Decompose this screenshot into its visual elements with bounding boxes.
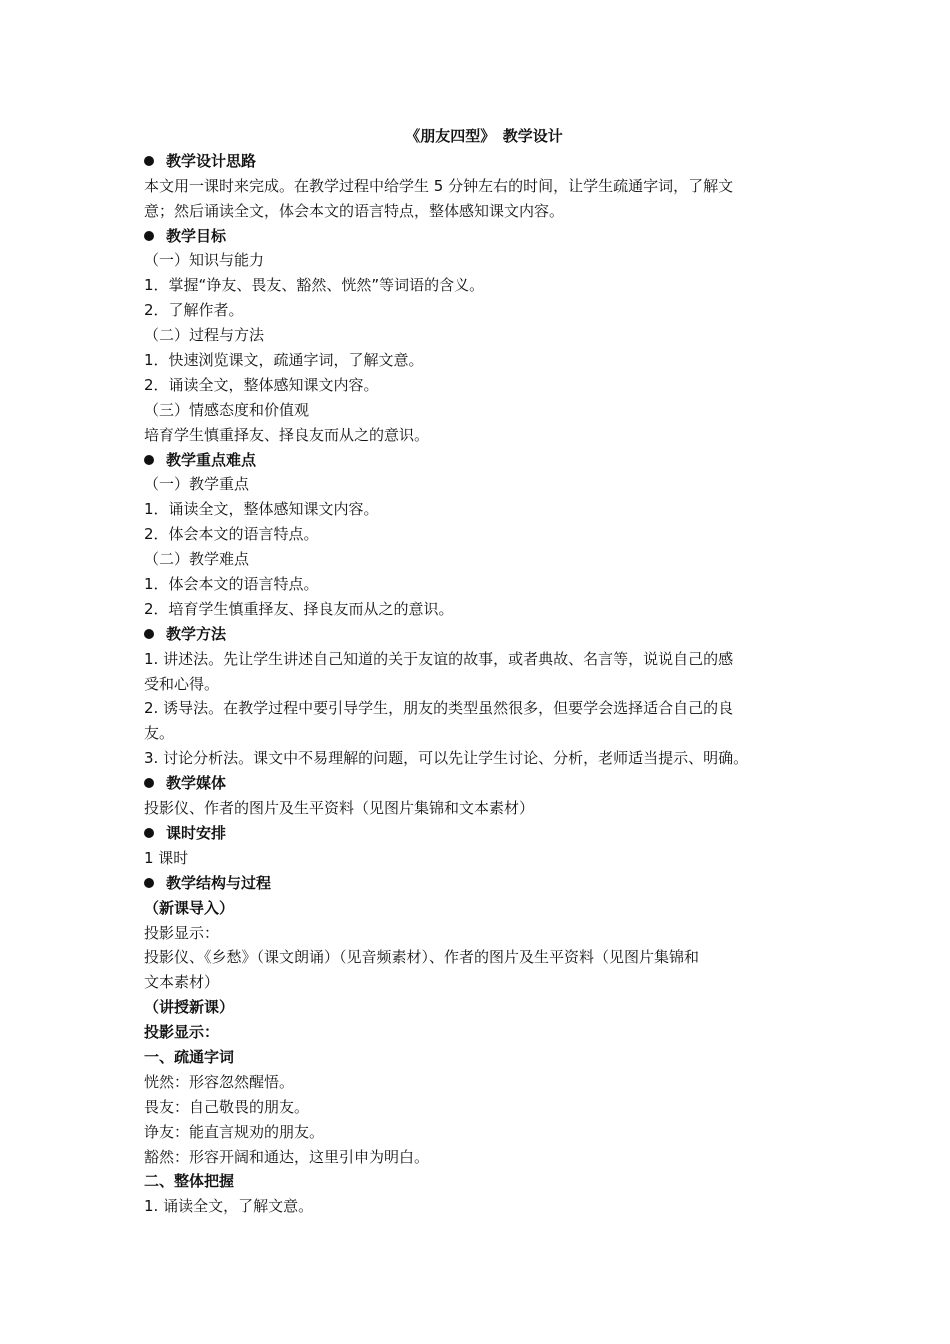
section-heading-text: 教学目标	[166, 226, 227, 245]
section-heading-text: 课时安排	[166, 823, 227, 842]
subheading-line: （讲授新课）	[144, 998, 235, 1017]
text-line: 2. 诱导法。在教学过程中要引导学生，朋友的类型虽然很多，但要学会选择适合自己的良	[144, 699, 734, 718]
section-heading-text: 教学结构与过程	[166, 873, 272, 892]
page-title: 《朋友四型》 教学设计	[405, 127, 563, 145]
bullet-icon	[144, 878, 154, 888]
text-line: 3. 讨论分析法。课文中不易理解的问题，可以先让学生讨论、分析，老师适当提示、明确。	[144, 749, 749, 768]
subheading-line: 一、疏通字词	[144, 1047, 235, 1066]
text-line: （二）过程与方法	[144, 326, 265, 345]
text-line: （一）教学重点	[144, 475, 250, 494]
section-heading	[144, 448, 824, 473]
subheading-line: 二、整体把握	[144, 1172, 235, 1191]
bullet-icon	[144, 828, 154, 838]
text-line: 1．诵读全文，整体感知课文内容。	[144, 500, 379, 519]
text-line: （三）情感态度和价值观	[144, 400, 310, 419]
text-line: 受和心得。	[144, 674, 220, 693]
text-line: 2．诵读全文，整体感知课文内容。	[144, 375, 379, 394]
text-line: 文本素材）	[144, 973, 220, 992]
text-line: 投影仪、作者的图片及生平资料（见图片集锦和文本素材）	[144, 799, 535, 818]
text-line: 诤友：能直言规劝的朋友。	[144, 1122, 325, 1141]
bullet-icon	[144, 778, 154, 788]
text-line: 豁然：形容开阔和通达，这里引申为明白。	[144, 1147, 430, 1166]
section-heading-text: 教学媒体	[166, 774, 227, 793]
text-line: 2．了解作者。	[144, 301, 244, 320]
subheading-line: （新课导入）	[144, 898, 235, 917]
text-line: 友。	[144, 724, 175, 743]
text-line: 畏友：自己敬畏的朋友。	[144, 1097, 310, 1116]
section-heading	[144, 622, 824, 647]
section-heading	[144, 821, 824, 846]
section-heading	[144, 149, 824, 174]
text-line: 1．体会本文的语言特点。	[144, 575, 319, 594]
section-heading-text: 教学方法	[166, 624, 227, 643]
section-heading-text: 教学重点难点	[166, 450, 257, 469]
section-heading	[144, 771, 824, 796]
section-heading-text: 教学设计思路	[166, 151, 257, 170]
text-line: 2．体会本文的语言特点。	[144, 525, 319, 544]
section-heading	[144, 224, 824, 249]
text-line: 2．培育学生慎重择友、择良友而从之的意识。	[144, 599, 454, 618]
document-page	[144, 124, 824, 1219]
section-heading	[144, 871, 824, 896]
text-line: 投影仪、《乡愁》（课文朗诵）（见音频素材）、作者的图片及生平资料（见图片集锦和	[144, 948, 700, 967]
text-line: 意；然后诵读全文，体会本文的语言特点，整体感知课文内容。	[144, 201, 565, 220]
subheading-line: 投影显示：	[144, 1023, 220, 1042]
bullet-icon	[144, 455, 154, 465]
bullet-icon	[144, 231, 154, 241]
text-line: 恍然：形容忽然醒悟。	[144, 1072, 295, 1091]
text-line: 1. 讲述法。先让学生讲述自己知道的关于友谊的故事，或者典故、名言等，说说自己的感	[144, 649, 734, 668]
text-line: 1．掌握“诤友、畏友、豁然、恍然”等词语的含义。	[144, 276, 485, 295]
text-line: 本文用一课时来完成。在教学过程中给学生 5 分钟左右的时间，让学生疏通字词，了解文	[144, 176, 734, 195]
text-line: 投影显示：	[144, 923, 220, 942]
text-line: 1．快速浏览课文，疏通字词，了解文意。	[144, 351, 424, 370]
text-line: 培育学生慎重择友、择良友而从之的意识。	[144, 425, 430, 444]
text-line: （二）教学难点	[144, 550, 250, 569]
bullet-icon	[144, 156, 154, 166]
text-line: 1 课时	[144, 848, 189, 867]
document-body	[144, 149, 824, 1219]
text-line: 1. 诵读全文，了解文意。	[144, 1197, 314, 1216]
text-line: （一）知识与能力	[144, 251, 265, 270]
bullet-icon	[144, 629, 154, 639]
